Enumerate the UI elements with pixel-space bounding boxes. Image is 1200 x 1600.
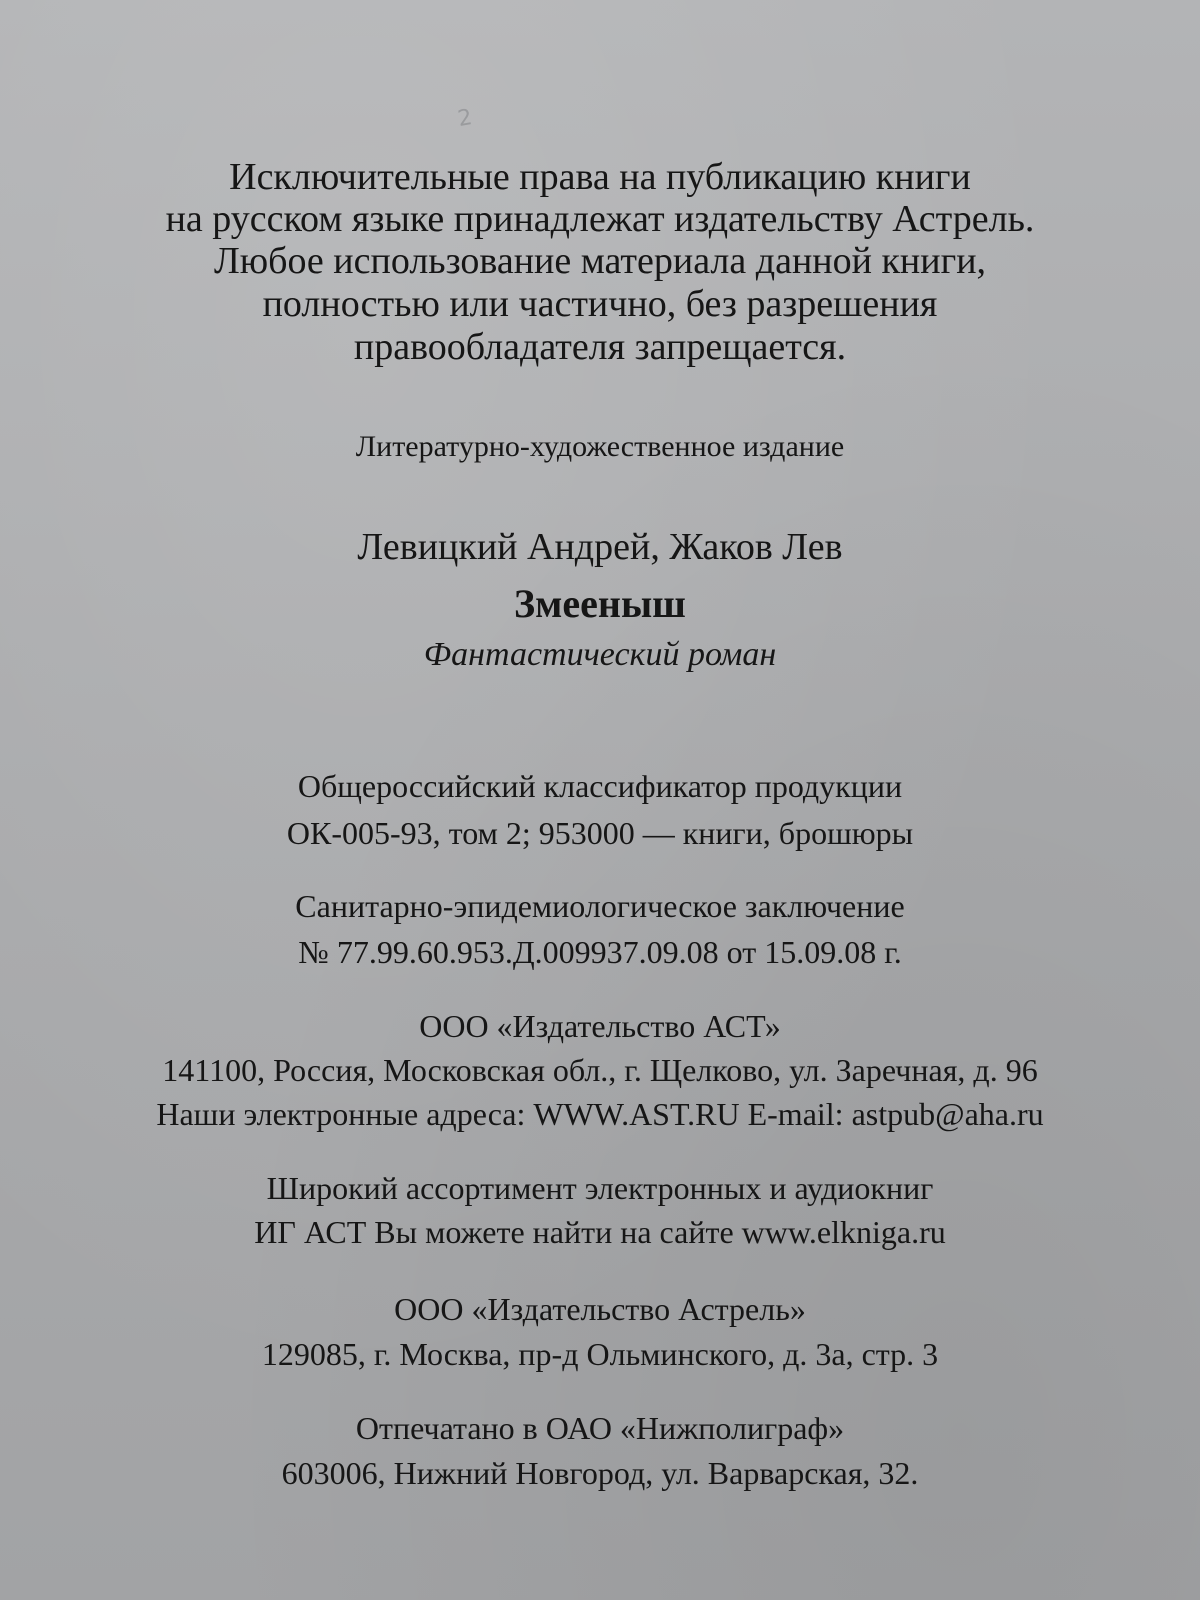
book-authors: Левицкий Андрей, Жаков Лев	[357, 526, 843, 568]
ebooks-line-2: ИГ АСТ Вы можете найти на сайте www.elkniga.ru	[254, 1214, 946, 1250]
classifier-line-2: ОК-005-93, том 2; 953000 — книги, брошюры	[286, 815, 914, 851]
pencil-page-mark: 2	[455, 104, 475, 133]
publisher-ast-address: 141100, Россия, Московская обл., г. Щелково, ул. Заречная, д. 96	[162, 1052, 1038, 1088]
rights-notice-line-4: полностью или частично, без разрешения	[262, 283, 938, 325]
rights-notice-line-1: Исключительные права на публикацию книги	[229, 156, 971, 198]
publisher-astrel-name: ООО «Издательство Астрель»	[394, 1291, 806, 1327]
printer-name: Отпечатано в ОАО «Нижполиграф»	[355, 1410, 845, 1446]
printer-address: 603006, Нижний Новгород, ул. Варварская, 32.	[281, 1455, 919, 1491]
ebooks-line-1: Широкий ассортимент электронных и аудиокниг	[266, 1170, 934, 1206]
rights-notice-line-3: Любое использование материала данной книги,	[213, 240, 987, 282]
sanitary-line-2: № 77.99.60.953.Д.009937.09.08 от 15.09.08 г.	[298, 934, 902, 970]
rights-notice-line-2: на русском языке принадлежат издательству Астрель.	[165, 198, 1035, 240]
book-title: Змееныш	[514, 581, 686, 626]
publisher-ast-name: ООО «Издательство АСТ»	[419, 1008, 781, 1044]
classifier-line-1: Общероссийский классификатор продукции	[297, 768, 903, 804]
rights-notice-line-5: правообладателя запрещается.	[353, 326, 847, 368]
edition-type: Литературно-художественное издание	[355, 430, 845, 463]
publisher-astrel-address: 129085, г. Москва, пр-д Ольминского, д. 3а, стр. 3	[261, 1336, 939, 1372]
publisher-ast-contacts: Наши электронные адреса: WWW.AST.RU E-mail: astpub@aha.ru	[156, 1096, 1044, 1132]
sanitary-line-1: Санитарно-эпидемиологическое заключение	[295, 888, 905, 924]
book-genre: Фантастический роман	[423, 636, 777, 673]
